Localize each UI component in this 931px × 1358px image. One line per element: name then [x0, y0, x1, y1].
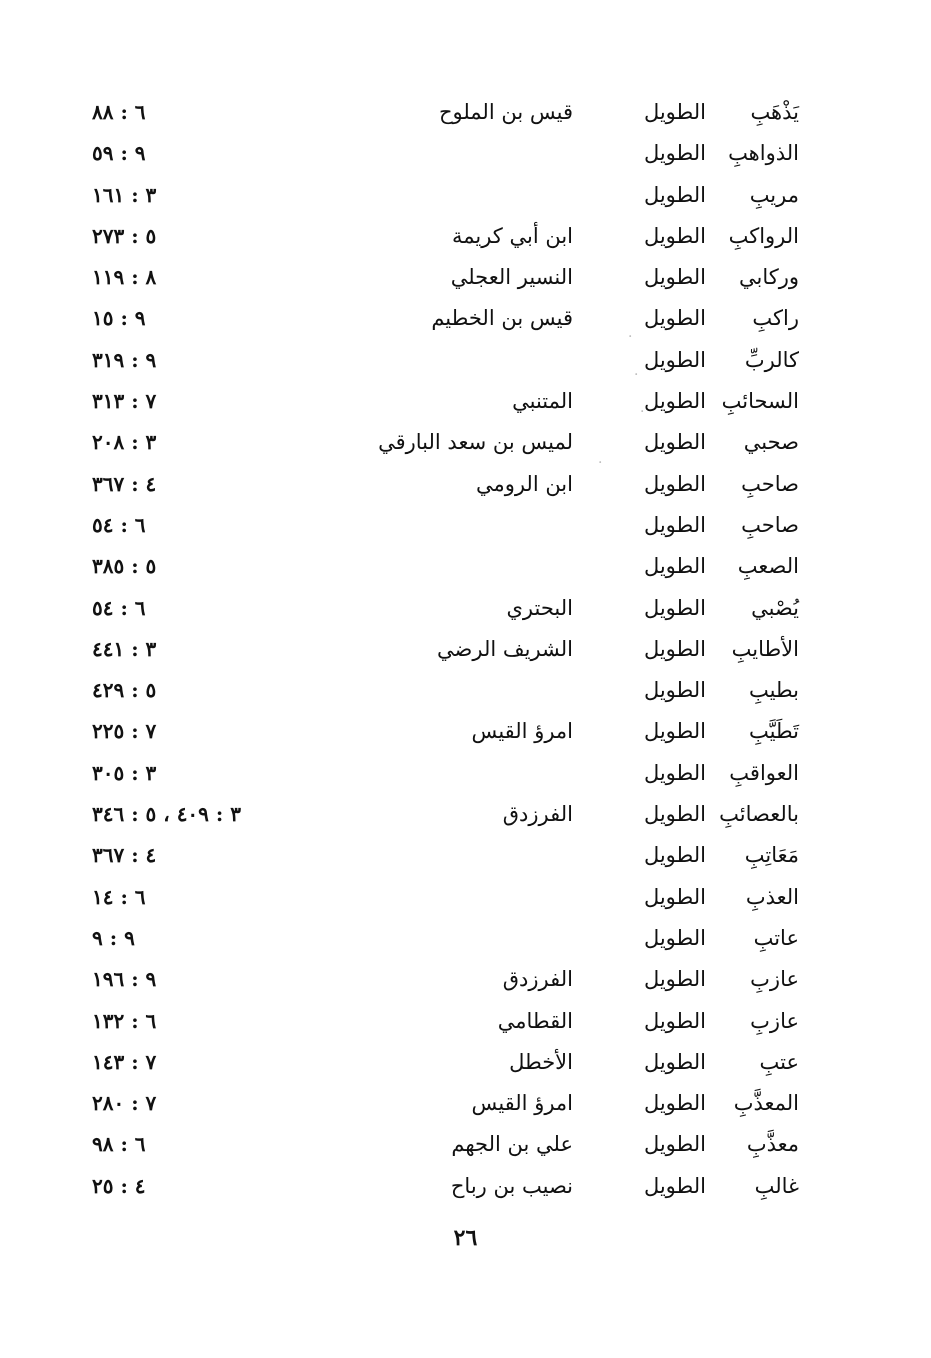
index-row — [0, 794, 931, 835]
meter-name: الطويل — [643, 471, 706, 496]
poet-name: علي بن الجهم — [451, 1132, 573, 1157]
volume-page-reference: ٩ : ٥٩ — [92, 141, 146, 166]
index-row — [0, 92, 931, 133]
meter-name: الطويل — [643, 265, 706, 290]
poet-name: لميس بن سعد البارقي — [378, 430, 573, 455]
volume-page-reference: ٦ : ٨٨ — [92, 100, 146, 124]
volume-page-reference: ٩ : ٩ — [92, 925, 135, 950]
index-row — [0, 753, 931, 794]
page-number: ٢٦ — [453, 1225, 478, 1251]
rhyme-word: العواقبِ — [729, 760, 799, 785]
index-row — [0, 918, 931, 959]
index-row — [0, 588, 931, 629]
index-row — [0, 1166, 931, 1207]
meter-name: الطويل — [643, 100, 706, 124]
rhyme-word: كالربِّ — [744, 347, 799, 372]
volume-page-reference: ٨ : ١١٩ — [92, 265, 157, 290]
scan-artifact: · — [634, 367, 639, 383]
meter-name: الطويل — [643, 802, 706, 827]
volume-page-reference: ٩ : ٣١٩ — [92, 347, 157, 372]
poet-name: الفرزدق — [502, 802, 573, 827]
rhyme-word: يَذْهَبِ — [750, 100, 799, 124]
meter-name: الطويل — [643, 223, 706, 248]
meter-name: الطويل — [643, 719, 706, 744]
rhyme-word: السحائبِ — [721, 389, 799, 414]
poet-name: البحتري — [506, 595, 573, 620]
poet-name: الشريف الرضي — [437, 636, 573, 661]
rhyme-word: تَطَيَّبِ — [748, 719, 799, 744]
index-row — [0, 877, 931, 918]
poet-name: القطامي — [497, 1008, 573, 1033]
volume-page-reference: ٣ : ٣٠٥ — [92, 760, 157, 785]
poet-name: النسير العجلي — [450, 265, 573, 290]
volume-page-reference: ٩ : ١٥ — [92, 306, 146, 331]
volume-page-reference: ٣ : ٤٠٩ ، ٥ : ٣٤٦ — [92, 802, 241, 827]
meter-name: الطويل — [643, 430, 706, 455]
index-row — [0, 670, 931, 711]
volume-page-reference: ٧ : ٣١٣ — [92, 389, 157, 414]
index-row — [0, 133, 931, 174]
volume-page-reference: ٣ : ١٦١ — [92, 182, 157, 207]
volume-page-reference: ٥ : ٣٨٥ — [92, 554, 157, 579]
meter-name: الطويل — [643, 884, 706, 909]
volume-page-reference: ٦ : ١٤ — [92, 884, 146, 909]
volume-page-reference: ٧ : ٢٢٥ — [92, 719, 157, 744]
poet-name: المتنبي — [512, 389, 573, 414]
rhyme-word: يُصْبي — [751, 595, 799, 620]
index-row — [0, 464, 931, 505]
meter-name: الطويل — [643, 389, 706, 414]
index-row — [0, 1042, 931, 1083]
poet-name: امرؤ القيس — [471, 1091, 573, 1116]
volume-page-reference: ٧ : ٢٨٠ — [92, 1091, 157, 1116]
index-row — [0, 1083, 931, 1124]
meter-name: الطويل — [643, 554, 706, 579]
volume-page-reference: ٦ : ٥٤ — [92, 595, 146, 620]
meter-name: الطويل — [643, 347, 706, 372]
scan-artifact: · — [598, 455, 603, 471]
poet-name: نصيب بن رباح — [450, 1173, 573, 1198]
scan-artifact: · — [628, 329, 633, 345]
volume-page-reference: ٥ : ٢٧٣ — [92, 223, 157, 248]
index-row — [0, 959, 931, 1000]
index-row — [0, 298, 931, 339]
meter-name: الطويل — [643, 595, 706, 620]
rhyme-word: العذبِ — [745, 884, 799, 909]
volume-page-reference: ٦ : ٥٤ — [92, 512, 146, 537]
index-row — [0, 835, 931, 876]
rhyme-word: عازبِ — [750, 1008, 799, 1033]
index-row — [0, 546, 931, 587]
index-row — [0, 1001, 931, 1042]
volume-page-reference: ٤ : ٣٦٧ — [92, 843, 157, 868]
volume-page-reference: ٧ : ١٤٣ — [92, 1049, 157, 1074]
rhyme-word: مَعَاتِبِ — [744, 843, 799, 868]
rhyme-word: وركابي — [738, 265, 799, 290]
index-row — [0, 381, 931, 422]
poet-name: الأخطل — [509, 1049, 573, 1074]
meter-name: الطويل — [643, 843, 706, 868]
rhyme-word: الذواهبِ — [728, 141, 799, 166]
meter-name: الطويل — [643, 760, 706, 785]
index-row — [0, 505, 931, 546]
volume-page-reference: ٤ : ٣٦٧ — [92, 471, 157, 496]
rhyme-word: عازبِ — [750, 967, 799, 992]
poet-name: ابن الرومي — [475, 471, 573, 496]
meter-name: الطويل — [643, 512, 706, 537]
meter-name: الطويل — [643, 1132, 706, 1157]
volume-page-reference: ٣ : ٢٠٨ — [92, 430, 157, 455]
rhyme-word: معذَّبِ — [746, 1132, 799, 1157]
rhyme-word: راكبِ — [752, 306, 799, 331]
poet-name: قيس بن الخطيم — [431, 306, 573, 331]
meter-name: الطويل — [643, 1049, 706, 1074]
rhyme-word: المعذَّبِ — [733, 1091, 799, 1116]
poet-name: ابن أبي كريمة — [451, 223, 573, 248]
meter-name: الطويل — [643, 306, 706, 331]
index-table — [0, 92, 931, 1207]
volume-page-reference: ٦ : ١٣٢ — [92, 1008, 157, 1033]
rhyme-word: الأطايبِ — [731, 636, 799, 661]
rhyme-word: بطيبِ — [748, 678, 799, 703]
rhyme-word: بالعصائبِ — [719, 802, 799, 827]
meter-name: الطويل — [643, 141, 706, 166]
index-row — [0, 216, 931, 257]
volume-page-reference: ٤ : ٢٥ — [92, 1173, 146, 1198]
rhyme-word: صاحبِ — [741, 471, 799, 496]
index-row — [0, 340, 931, 381]
index-row — [0, 257, 931, 298]
poet-name: امرؤ القيس — [471, 719, 573, 744]
rhyme-word: غالبِ — [754, 1173, 799, 1198]
index-row — [0, 422, 931, 463]
index-row — [0, 175, 931, 216]
rhyme-word: صاحبِ — [741, 512, 799, 537]
meter-name: الطويل — [643, 182, 706, 207]
rhyme-word: الصعبِ — [737, 554, 799, 579]
poet-name: الفرزدق — [502, 967, 573, 992]
poet-name: قيس بن الملوح — [438, 100, 573, 124]
index-row — [0, 629, 931, 670]
rhyme-word: الرواكبِ — [728, 223, 799, 248]
index-row — [0, 1124, 931, 1165]
rhyme-word: مريبِ — [749, 182, 799, 207]
scan-artifact: · — [640, 404, 645, 420]
meter-name: الطويل — [643, 636, 706, 661]
meter-name: الطويل — [643, 1173, 706, 1198]
meter-name: الطويل — [643, 1008, 706, 1033]
meter-name: الطويل — [643, 678, 706, 703]
meter-name: الطويل — [643, 925, 706, 950]
volume-page-reference: ٥ : ٤٢٩ — [92, 678, 157, 703]
meter-name: الطويل — [643, 967, 706, 992]
meter-name: الطويل — [643, 1091, 706, 1116]
volume-page-reference: ٣ : ٤٤١ — [92, 636, 157, 661]
volume-page-reference: ٦ : ٩٨ — [92, 1132, 146, 1157]
rhyme-word: صحبي — [743, 430, 799, 455]
index-row — [0, 711, 931, 752]
rhyme-word: عاتبِ — [753, 925, 799, 950]
volume-page-reference: ٩ : ١٩٦ — [92, 967, 157, 992]
rhyme-word: عتبِ — [759, 1049, 799, 1074]
